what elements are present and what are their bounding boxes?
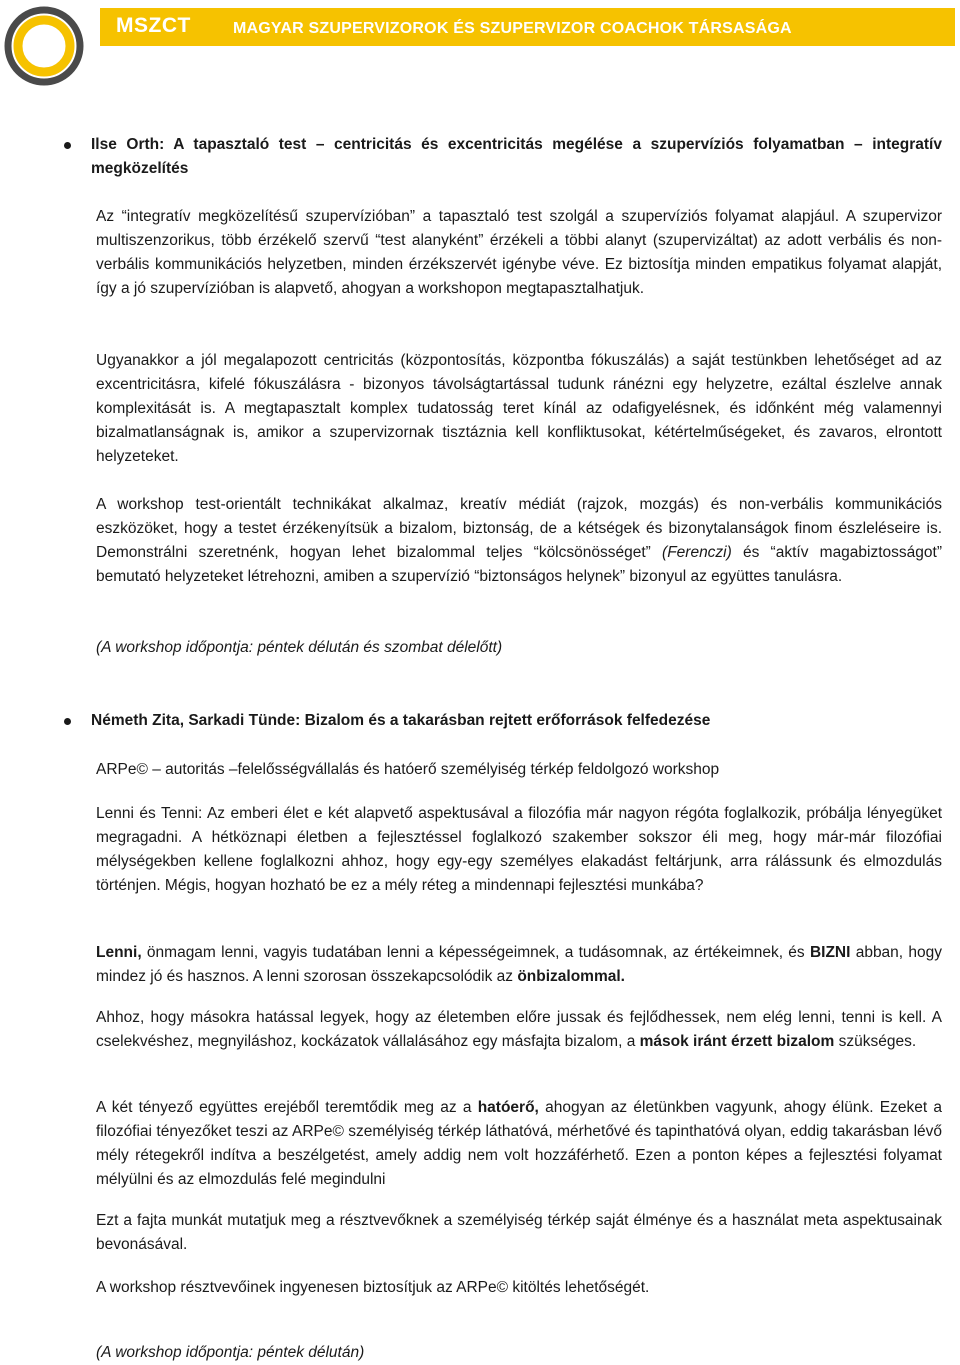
header-acronym: MSZCT [116,14,191,37]
citation-ferenczi: (Ferenczi) [662,544,732,561]
section2-paragraph-2: Lenni, önmagam lenni, vagyis tudatában lenni a képességeimnek, a tudásomnak, az értékeimnek, és BIZNI abban, hogy mindez jó és hasznos. A lenni szorosan összekapcsolódik az önbizalommal. [96,944,942,985]
mszct-logo [2,6,86,86]
bullet-icon [64,718,71,725]
section1-title: Ilse Orth: A tapasztaló test – centricitás és excentricitás megélése a szupervíziós folyamatban – integratív megközelítés [91,136,942,177]
section2-title: Németh Zita, Sarkadi Tünde: Bizalom és a takarásban rejtett erőforrások felfedezése [91,712,711,729]
section2-workshop-time: (A workshop időpontja: péntek délután) [96,1344,365,1361]
section1-paragraph-2: Ugyanakkor a jól megalapozott centricitás (központosítás, központba fókuszálás) a saját testünkben lehetőséget ad az excentricitásra, kifelé fókuszálásra - bizonyos távolságtartással tudunk ránézni egy helyzetre, ezáltal észlelve annak komplexitását is. A megtapasztalt komplex tudatosság teret kínál az odafigyelésnek, és időnként még valamennyi bizalmatlanságnak is, amikor a szupervizornak tisztáznia kell konfliktusokat, kétértelműségeket, és zavaros, elrontott helyzeteket. [96,352,942,465]
section1-paragraph-1: Az “integratív megközelítésű szupervízióban” a tapasztaló test szolgál a szupervíziós folyamat alapjául. A szupervizor multiszenzorikus, több érzékelő szervű “test alanyként” érzékeli a többi alanyt (szupervizáltat) az adott verbális és non-verbális kommunikációs helyzetben, minden érzékszervét igénybe véve. Ez biztosítja minden empatikus folyamat alapját, így a jó szupervízióban is alapvető, ahogyan a workshopon megtapasztalhatjuk. [96,208,942,297]
section2-paragraph-1: Lenni és Tenni: Az emberi élet e két alapvető aspektusával a filozófia már nagyon régóta foglalkozik, próbálja lényegüket megragadni. A hétköznapi életben a fejlesztéssel foglalkozó szakember sokszor éli meg, hogy már-már filozófiai mélységekben kellene foglalkozni ahhoz, hogy egy-egy személyes elakadást feltárjunk, arra rálássunk és elmozdulás történjen. Mégis, hogyan hozható be ez a mély réteg a mindennapi fejlesztési munkába? [96,805,942,894]
section2-subtitle: ARPe© – autoritás –felelősségvállalás és hatóerő személyiség térkép feldolgozó workshop [96,761,720,778]
header-org-name: MAGYAR SZUPERVIZOROK ÉS SZUPERVIZOR COACHOK TÁRSASÁGA [233,20,792,37]
section2-paragraph-3: Ahhoz, hogy másokra hatással legyek, hogy az életemben előre jussak és fejlődhessek, nem elég lenni, tenni is kell. A cselekvéshez, megnyiláshoz, kockázatok vállalásához egy másfajta bizalom, a mások iránt érzett bizalom szükséges. [96,1009,942,1050]
section2-paragraph-5: Ezt a fajta munkát mutatjuk meg a résztvevőknek a személyiség térkép saját élménye és a használat meta aspektusainak bevonásával. [96,1212,942,1253]
section2-paragraph-4: A két tényező együttes erejéből teremtődik meg az a hatóerő, ahogyan az életünkben vagyunk, ahogy élünk. Ezeket a filozófiai tényezőket teszi az ARPe© személyiség térkép láthatóvá, mérhetővé és tapinthatóvá olyan, eddig takarásban lévő mély rétegekről indítva a beszélgetést, amely addig nem volt hozzáférhető. Ezen a ponton képes a fejlesztési folyamat mélyülni és az elmozdulás felé megindulni [96,1099,942,1188]
bullet-icon [64,142,71,149]
section1-workshop-time: (A workshop időpontja: péntek délután és szombat délelőtt) [96,639,503,656]
header-bar [100,8,955,46]
section1-paragraph-3: A workshop test-orientált technikákat alkalmaz, kreatív médiát (rajzok, mozgás) és non-verbális kommunikációs eszközöket, hogy a testet érzékenyítsük a bizalom, biztonság, de a kétségek és bizonytalanságok finom észleléseire is. Demonstrálni szeretnénk, hogyan lehet bizalommal teljes “kölcsönösséget” (Ferenczi) és “aktív magabiztosságot” bemutató helyzeteket létrehozni, amiben a szupervízió “biztonságos helynek” bizonyul az együttes tanulásra. [96,496,942,585]
section2-paragraph-6: A workshop résztvevőinek ingyenesen biztosítjuk az ARPe© kitöltés lehetőségét. [96,1279,650,1296]
